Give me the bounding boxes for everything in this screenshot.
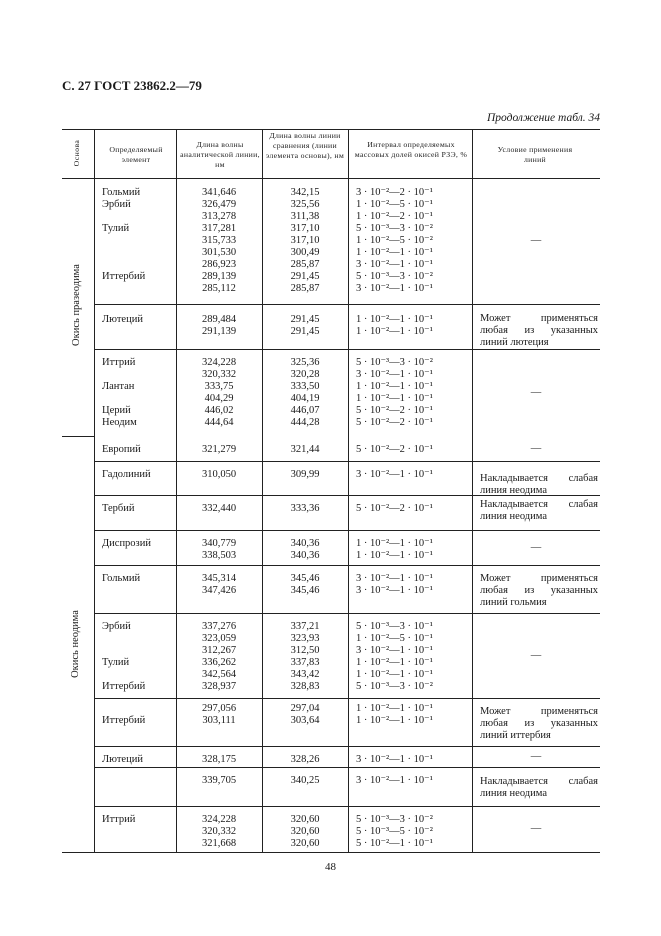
- comparison-cell-list: [262, 357, 348, 429]
- interval-cell-list: [356, 621, 468, 693]
- interval-cell: 1 · 10⁻²—1 · 10⁻¹: [356, 314, 433, 325]
- wavelength-cell: 323,059: [201, 633, 237, 644]
- condition-cell: —: [530, 823, 542, 834]
- wavelength-cell-list: [176, 538, 262, 562]
- element-cell: Тербий: [102, 503, 135, 514]
- comparison-cell-list: [262, 621, 348, 693]
- element-cell: Европий: [102, 444, 141, 455]
- interval-cell: 5 · 10⁻³—3 · 10⁻²: [356, 681, 433, 692]
- comparison-cell: 333,50: [290, 381, 320, 392]
- comparison-cell: 340,36: [290, 538, 320, 549]
- element-cell: Лютеций: [102, 754, 143, 765]
- condition-cell: —: [530, 387, 542, 398]
- comparison-cell-list: [262, 703, 348, 727]
- interval-cell: 5 · 10⁻³—3 · 10⁻²: [356, 223, 433, 234]
- wavelength-cell: 345,314: [201, 573, 237, 584]
- element-cell: [102, 211, 178, 223]
- wavelength-cell: 286,923: [201, 259, 237, 270]
- interval-cell: 1 · 10⁻²—1 · 10⁻¹: [356, 247, 433, 258]
- element-cell-list: [102, 703, 178, 727]
- element-cell: Тулий: [102, 223, 130, 234]
- element-cell: [102, 369, 178, 381]
- wavelength-cell: 289,139: [201, 271, 237, 282]
- interval-cell-list: [356, 814, 468, 850]
- interval-cell: 1 · 10⁻²—1 · 10⁻¹: [356, 538, 433, 549]
- interval-cell: 1 · 10⁻²—5 · 10⁻¹: [356, 199, 433, 210]
- wavelength-cell: 404,29: [204, 393, 234, 404]
- row-rule: [94, 565, 600, 566]
- element-cell-list: [102, 444, 178, 456]
- comparison-cell-list: [262, 187, 348, 295]
- row-rule: [94, 767, 600, 768]
- element-cell: [102, 585, 178, 597]
- wavelength-cell-list: [176, 444, 262, 456]
- interval-cell: 5 · 10⁻³—3 · 10⁻¹: [356, 621, 433, 632]
- comparison-cell: 446,07: [290, 405, 320, 416]
- interval-cell: 5 · 10⁻³—3 · 10⁻²: [356, 814, 433, 825]
- interval-cell-list: [356, 538, 468, 562]
- interval-cell-list: [356, 314, 468, 338]
- comparison-cell: 342,15: [290, 187, 320, 198]
- interval-cell: 5 · 10⁻²—1 · 10⁻¹: [356, 838, 433, 849]
- header-interval: Интервал определяемых массовых долей окисей РЗЭ, %: [354, 140, 468, 159]
- element-cell: [102, 550, 178, 562]
- comparison-cell: 320,60: [290, 826, 320, 837]
- row-rule: [94, 495, 600, 496]
- element-cell-list: [102, 187, 178, 295]
- wavelength-cell: 315,733: [201, 235, 237, 246]
- element-cell-list: [102, 314, 178, 338]
- comparison-cell: 309,99: [290, 469, 320, 480]
- comparison-cell: 321,44: [290, 444, 320, 455]
- comparison-cell-list: [262, 775, 348, 787]
- element-cell: Иттербий: [102, 271, 146, 282]
- element-cell-list: [102, 503, 178, 515]
- wavelength-cell: 289,484: [201, 314, 237, 325]
- wavelength-cell: 303,111: [202, 715, 236, 726]
- comparison-cell: 311,38: [290, 211, 320, 222]
- row-rule: [94, 461, 600, 462]
- wavelength-cell-list: [176, 754, 262, 766]
- wavelength-cell-list: [176, 814, 262, 850]
- wavelength-cell: 310,050: [201, 469, 237, 480]
- wavelength-cell: 321,279: [201, 444, 237, 455]
- element-cell: Иттрий: [102, 814, 136, 825]
- page-header: С. 27 ГОСТ 23862.2—79: [62, 78, 202, 93]
- wavelength-cell: 341,646: [201, 187, 237, 198]
- interval-cell: 3 · 10⁻²—2 · 10⁻¹: [356, 187, 433, 198]
- header-wavelength: Длина волны аналитической линии, нм: [180, 140, 260, 169]
- condition-cell: —: [530, 751, 542, 762]
- condition-cell: Может применяться любая из указанных линий гольмия: [480, 573, 598, 608]
- comparison-cell-list: [262, 754, 348, 766]
- element-cell: [102, 326, 178, 338]
- interval-cell: 5 · 10⁻²—2 · 10⁻¹: [356, 503, 433, 514]
- condition-cell: —: [530, 542, 542, 553]
- wavelength-cell: 337,276: [201, 621, 237, 632]
- wavelength-cell: 332,440: [201, 503, 237, 514]
- element-cell: [102, 393, 178, 405]
- interval-cell: 5 · 10⁻²—2 · 10⁻¹: [356, 444, 433, 455]
- element-cell: Иттербий: [102, 681, 146, 692]
- interval-cell: 5 · 10⁻³—5 · 10⁻²: [356, 826, 433, 837]
- comparison-cell-list: [262, 503, 348, 515]
- interval-cell: 3 · 10⁻²—1 · 10⁻¹: [356, 585, 433, 596]
- wavelength-cell: 320,332: [201, 369, 237, 380]
- interval-cell: 3 · 10⁻²—1 · 10⁻¹: [356, 369, 433, 380]
- comparison-cell: 317,10: [290, 235, 320, 246]
- element-cell: [102, 235, 178, 247]
- interval-cell: 1 · 10⁻²—1 · 10⁻¹: [356, 326, 433, 337]
- row-rule: [94, 698, 600, 699]
- interval-cell-list: [356, 444, 468, 456]
- wavelength-cell-list: [176, 469, 262, 481]
- table-bottom-rule: [62, 852, 600, 853]
- wavelength-cell: 338,503: [201, 550, 237, 561]
- interval-cell: 1 · 10⁻²—2 · 10⁻¹: [356, 211, 433, 222]
- column-rule: [348, 129, 349, 852]
- comparison-cell: 300,49: [290, 247, 320, 258]
- interval-cell: 1 · 10⁻²—1 · 10⁻¹: [356, 669, 433, 680]
- element-cell-list: [102, 469, 178, 481]
- element-cell-list: [102, 357, 178, 429]
- comparison-cell: 404,19: [290, 393, 320, 404]
- row-rule: [94, 530, 600, 531]
- comparison-cell: 291,45: [290, 271, 320, 282]
- column-rule: [94, 129, 95, 852]
- element-cell: Эрбий: [102, 621, 131, 632]
- comparison-cell: 337,83: [290, 657, 320, 668]
- wavelength-cell: 324,228: [201, 357, 237, 368]
- element-cell: Лютеций: [102, 314, 143, 325]
- interval-cell: 5 · 10⁻³—3 · 10⁻²: [356, 357, 433, 368]
- wavelength-cell-list: [176, 357, 262, 429]
- interval-cell: 1 · 10⁻²—5 · 10⁻¹: [356, 633, 433, 644]
- interval-cell: 3 · 10⁻²—1 · 10⁻¹: [356, 754, 433, 765]
- interval-cell-list: [356, 703, 468, 727]
- interval-cell-list: [356, 357, 468, 429]
- element-cell: [102, 247, 178, 259]
- interval-cell: 3 · 10⁻²—1 · 10⁻¹: [356, 259, 433, 270]
- wavelength-cell: 313,278: [201, 211, 237, 222]
- comparison-cell: 285,87: [290, 259, 320, 270]
- interval-cell-list: [356, 469, 468, 481]
- interval-cell: 1 · 10⁻²—1 · 10⁻¹: [356, 550, 433, 561]
- wavelength-cell-list: [176, 703, 262, 727]
- comparison-cell: 291,45: [290, 314, 320, 325]
- comparison-cell-list: [262, 469, 348, 481]
- wavelength-cell: 291,139: [201, 326, 237, 337]
- element-cell: Тулий: [102, 657, 130, 668]
- wavelength-cell-list: [176, 573, 262, 597]
- interval-cell: 1 · 10⁻²—1 · 10⁻¹: [356, 715, 433, 726]
- comparison-cell: 320,60: [290, 814, 320, 825]
- interval-cell: 3 · 10⁻²—1 · 10⁻¹: [356, 775, 433, 786]
- interval-cell: 5 · 10⁻²—2 · 10⁻¹: [356, 405, 433, 416]
- comparison-cell: 285,87: [290, 283, 320, 294]
- comparison-cell: 343,42: [290, 669, 320, 680]
- comparison-cell: 291,45: [290, 326, 320, 337]
- interval-cell: 1 · 10⁻²—1 · 10⁻¹: [356, 393, 433, 404]
- header-base: Основа: [72, 139, 81, 167]
- wavelength-cell: 317,281: [201, 223, 237, 234]
- wavelength-cell: 297,056: [201, 703, 237, 714]
- condition-cell: Может применяться любая из указанных линий иттербия: [480, 706, 598, 741]
- wavelength-cell: 321,668: [201, 838, 237, 849]
- element-cell: Церий: [102, 405, 131, 416]
- element-cell: [102, 283, 178, 295]
- row-rule: [94, 349, 600, 350]
- interval-cell-list: [356, 503, 468, 515]
- interval-cell: 3 · 10⁻²—1 · 10⁻¹: [356, 469, 433, 480]
- wavelength-cell: 324,228: [201, 814, 237, 825]
- interval-cell-list: [356, 775, 468, 787]
- interval-cell: 3 · 10⁻²—1 · 10⁻¹: [356, 573, 433, 584]
- interval-cell: 1 · 10⁻²—5 · 10⁻²: [356, 235, 433, 246]
- wavelength-cell-list: [176, 503, 262, 515]
- interval-cell: 1 · 10⁻²—1 · 10⁻¹: [356, 381, 433, 392]
- comparison-cell-list: [262, 444, 348, 456]
- element-cell: Эрбий: [102, 199, 131, 210]
- condition-cell: Накладывается слабая линия неодима: [480, 499, 598, 522]
- interval-cell-list: [356, 187, 468, 295]
- element-cell-list: [102, 573, 178, 597]
- comparison-cell: 297,04: [290, 703, 320, 714]
- comparison-cell-list: [262, 573, 348, 597]
- element-cell: Иттербий: [102, 715, 146, 726]
- table-continuation-caption: Продолжение табл. 34: [487, 112, 600, 124]
- element-cell: Лантан: [102, 381, 135, 392]
- interval-cell-list: [356, 573, 468, 597]
- element-cell: [102, 259, 178, 271]
- element-cell: Гольмий: [102, 187, 141, 198]
- element-cell-list: [102, 538, 178, 562]
- header-condition: Условие применения линий: [497, 145, 573, 164]
- comparison-cell: 340,25: [290, 775, 320, 786]
- comparison-cell-list: [262, 314, 348, 338]
- wavelength-cell-list: [176, 621, 262, 693]
- interval-cell: 1 · 10⁻²—1 · 10⁻¹: [356, 657, 433, 668]
- header-comparison: Длина волны линии сравнения (линии элемента основы), нм: [265, 131, 345, 160]
- comparison-cell: 444,28: [290, 417, 320, 428]
- comparison-cell: 328,83: [290, 681, 320, 692]
- row-rule: [94, 806, 600, 807]
- wavelength-cell: 340,779: [201, 538, 237, 549]
- wavelength-cell: 285,112: [202, 283, 236, 294]
- wavelength-cell: 328,175: [201, 754, 237, 765]
- element-cell: [102, 633, 178, 645]
- comparison-cell: 345,46: [290, 585, 320, 596]
- element-cell: [102, 775, 178, 787]
- wavelength-cell: 336,262: [201, 657, 237, 668]
- element-cell-list: [102, 754, 178, 766]
- row-rule: [94, 304, 600, 305]
- condition-cell: Накладывается слабая линия неодима: [480, 473, 598, 496]
- header-bottom-rule: [62, 178, 600, 179]
- comparison-cell: 317,10: [290, 223, 320, 234]
- element-cell-list: [102, 621, 178, 693]
- element-cell-list: [102, 775, 178, 787]
- comparison-cell-list: [262, 814, 348, 850]
- wavelength-cell-list: [176, 775, 262, 787]
- element-cell: [102, 826, 178, 838]
- header-element: Определяемый элемент: [109, 145, 163, 164]
- wavelength-cell: 320,332: [201, 826, 237, 837]
- interval-cell: 5 · 10⁻³—3 · 10⁻²: [356, 271, 433, 282]
- comparison-cell: 333,36: [290, 503, 320, 514]
- wavelength-cell: 333,75: [204, 381, 234, 392]
- base-separator-rule: [62, 436, 94, 437]
- condition-cell: —: [530, 443, 542, 454]
- comparison-cell: 328,26: [290, 754, 320, 765]
- interval-cell-list: [356, 754, 468, 766]
- wavelength-cell: 312,267: [201, 645, 237, 656]
- wavelength-cell-list: [176, 314, 262, 338]
- comparison-cell: 312,50: [290, 645, 320, 656]
- base-label-praseodymium: Окись празеодима: [71, 264, 82, 346]
- comparison-cell: 320,60: [290, 838, 320, 849]
- comparison-cell-list: [262, 538, 348, 562]
- interval-cell: 3 · 10⁻²—1 · 10⁻¹: [356, 645, 433, 656]
- element-cell: [102, 703, 178, 715]
- comparison-cell: 320,28: [290, 369, 320, 380]
- comparison-cell: 303,64: [290, 715, 320, 726]
- element-cell: [102, 838, 178, 850]
- element-cell: Иттрий: [102, 357, 136, 368]
- table-top-rule: [62, 129, 600, 130]
- row-rule: [94, 746, 600, 747]
- wavelength-cell: 301,530: [201, 247, 237, 258]
- element-cell: [102, 645, 178, 657]
- condition-cell: —: [530, 650, 542, 661]
- element-cell: Гольмий: [102, 573, 141, 584]
- wavelength-cell: 347,426: [201, 585, 237, 596]
- comparison-cell: 325,36: [290, 357, 320, 368]
- comparison-cell: 340,36: [290, 550, 320, 561]
- wavelength-cell-list: [176, 187, 262, 295]
- wavelength-cell: 342,564: [201, 669, 237, 680]
- base-label-neodymium: Окись неодима: [70, 610, 81, 678]
- element-cell: Гадолиний: [102, 469, 151, 480]
- element-cell: Неодим: [102, 417, 137, 428]
- condition-cell: Накладывается слабая линия неодима: [480, 776, 598, 799]
- comparison-cell: 345,46: [290, 573, 320, 584]
- element-cell: [102, 669, 178, 681]
- wavelength-cell: 444,64: [204, 417, 234, 428]
- interval-cell: 5 · 10⁻²—2 · 10⁻¹: [356, 417, 433, 428]
- wavelength-cell: 326,479: [201, 199, 237, 210]
- comparison-cell: 337,21: [290, 621, 320, 632]
- wavelength-cell: 446,02: [204, 405, 234, 416]
- comparison-cell: 325,56: [290, 199, 320, 210]
- row-rule: [94, 613, 600, 614]
- interval-cell: 1 · 10⁻²—1 · 10⁻¹: [356, 703, 433, 714]
- element-cell-list: [102, 814, 178, 850]
- condition-cell: —: [530, 235, 542, 246]
- page-number: 48: [325, 861, 336, 873]
- element-cell: Диспрозий: [102, 538, 151, 549]
- comparison-cell: 323,93: [290, 633, 320, 644]
- wavelength-cell: 339,705: [201, 775, 237, 786]
- interval-cell: 3 · 10⁻²—1 · 10⁻¹: [356, 283, 433, 294]
- condition-cell: Может применяться любая из указанных линий лютеция: [480, 313, 598, 348]
- wavelength-cell: 328,937: [201, 681, 237, 692]
